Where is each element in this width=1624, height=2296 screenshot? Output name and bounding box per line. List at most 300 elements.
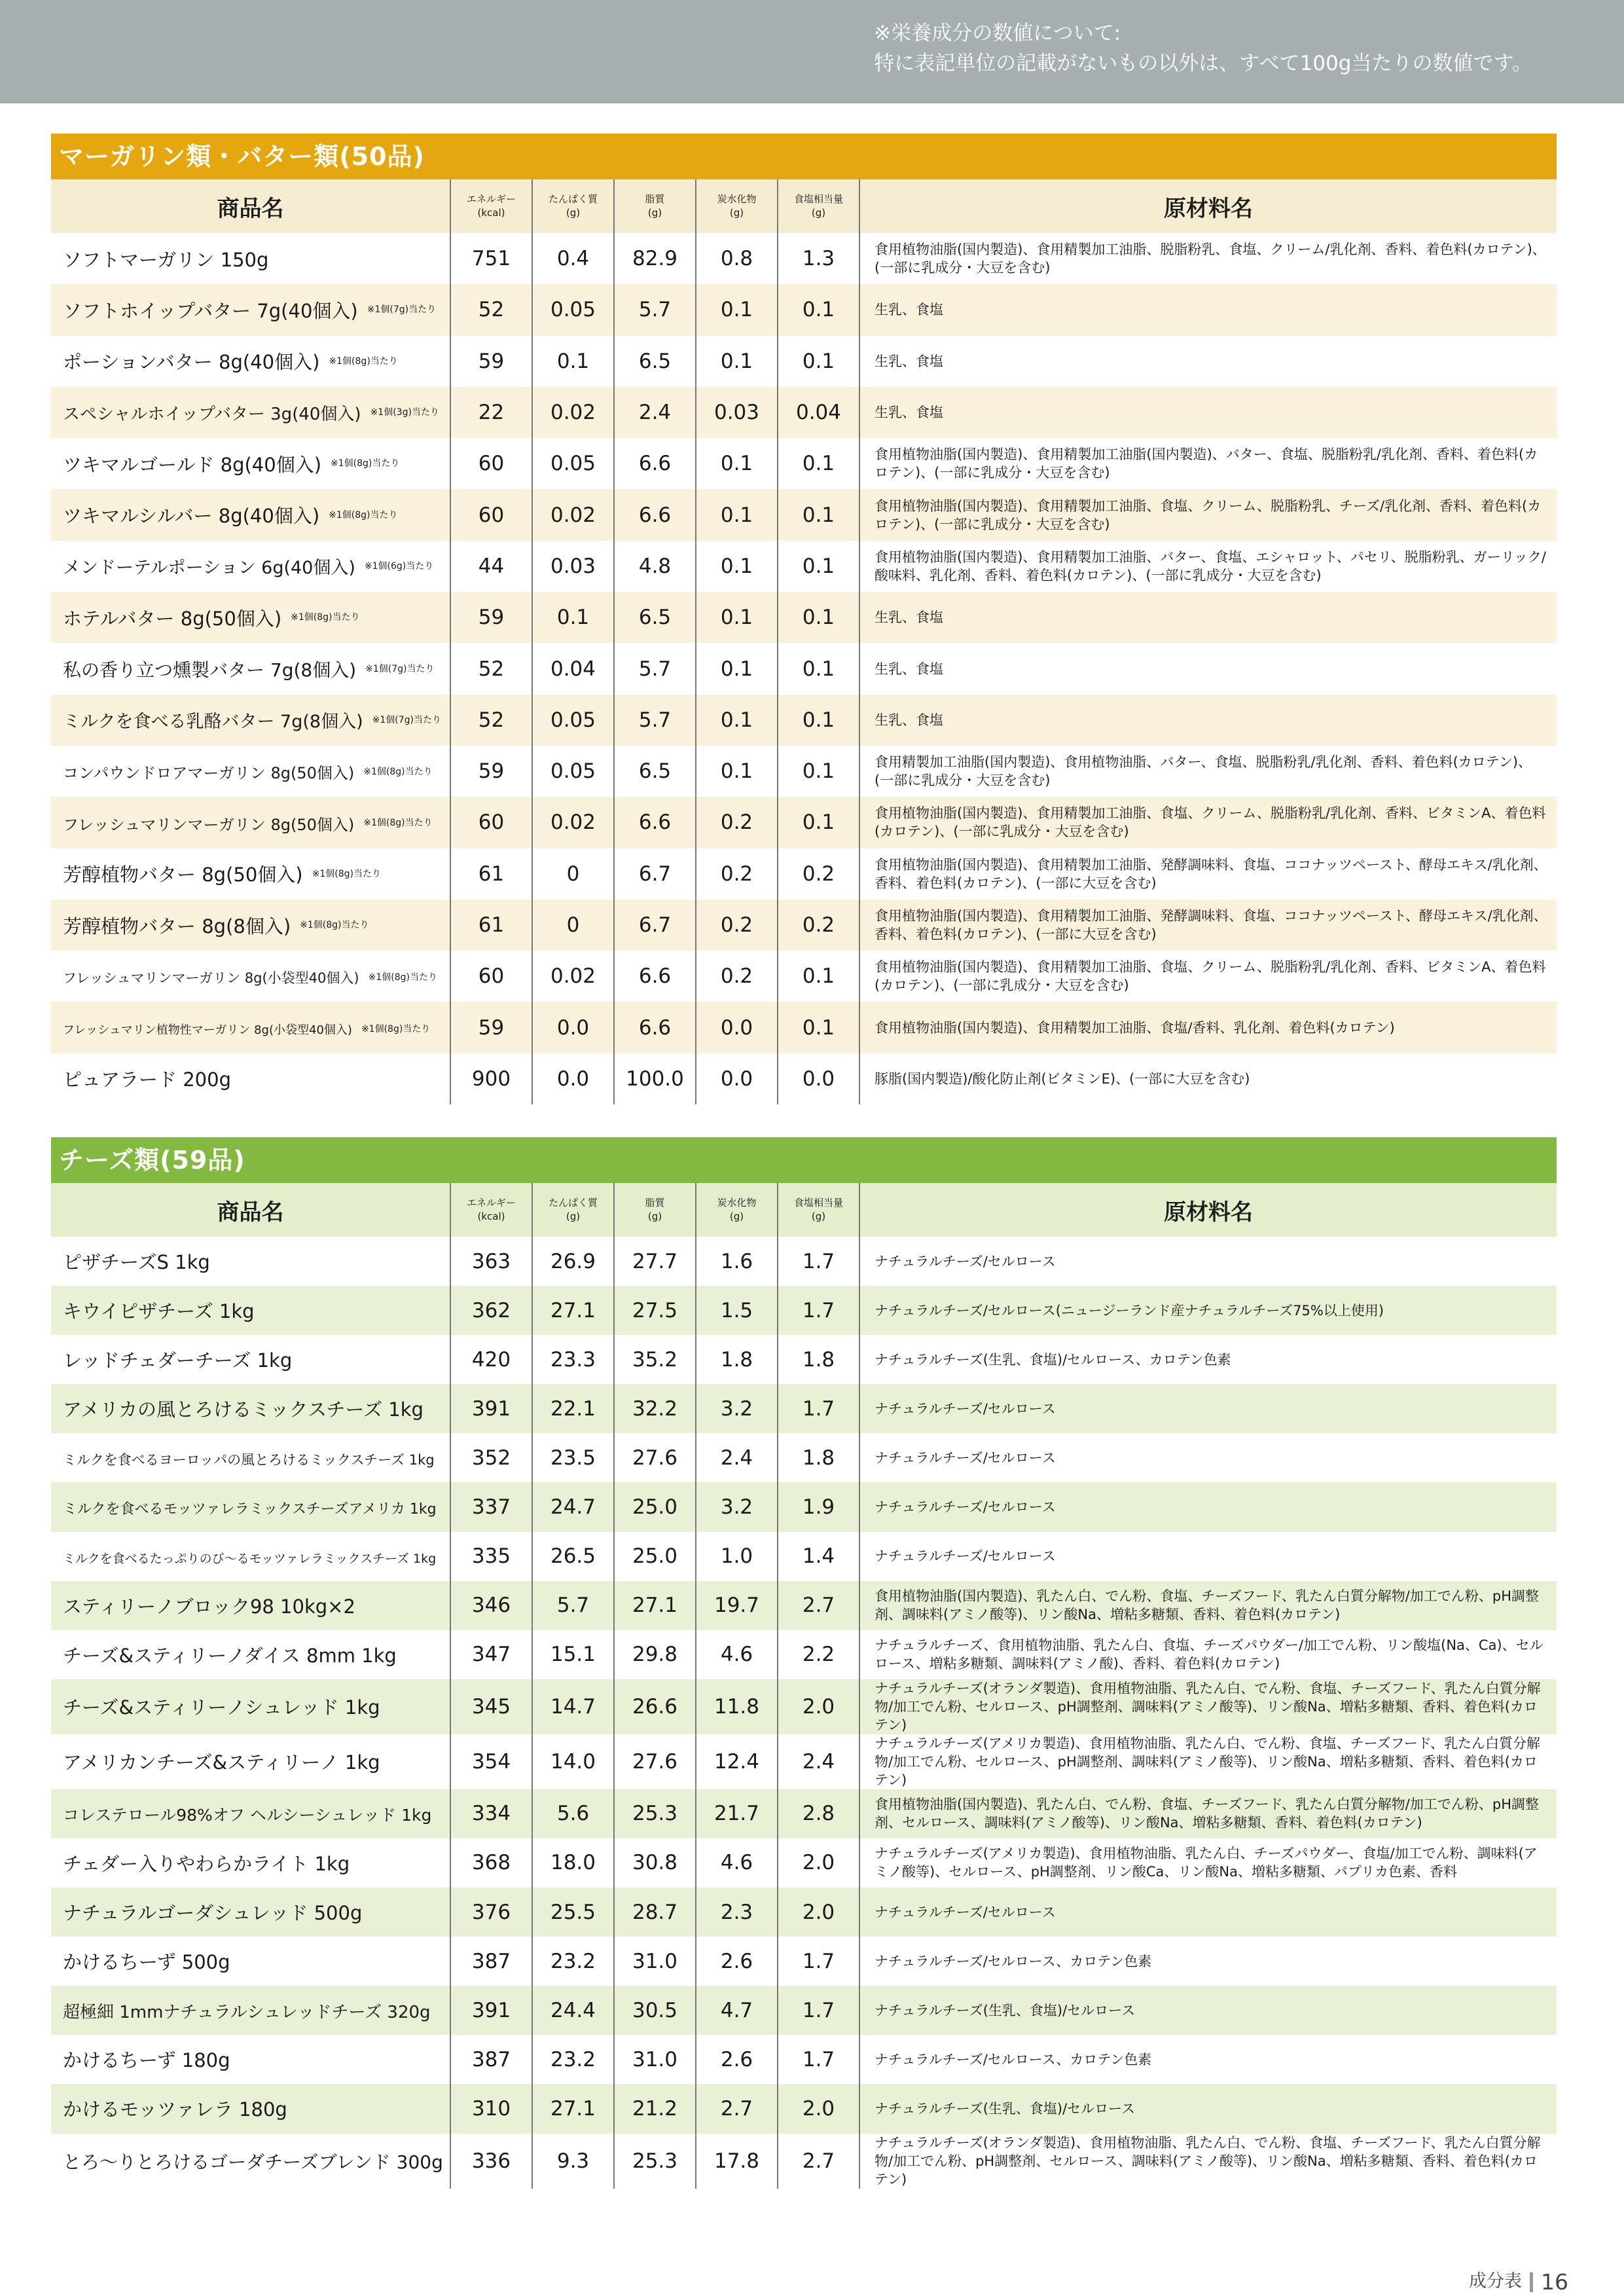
nutrition-note: [874, 18, 1532, 79]
table-row: [51, 1789, 1557, 1838]
product-name-cell: [51, 1053, 450, 1104]
product-name: とろ〜りとろけるゴーダチーズブレンド 300g: [63, 2151, 443, 2173]
protein-value: 0.05: [532, 746, 614, 797]
fat-value: 6.6: [614, 489, 696, 540]
fat-value: 6.6: [614, 951, 696, 1002]
table-row: [51, 951, 1557, 1002]
per-piece-note: ※1個(8g)当たり: [329, 509, 398, 520]
salt-value: 2.7: [778, 1581, 859, 1630]
fat-value: 6.5: [614, 746, 696, 797]
fat-value: 6.7: [614, 848, 696, 900]
fat-value: 27.6: [614, 1433, 696, 1482]
table-row: [51, 489, 1557, 540]
product-name-cell: [51, 438, 450, 489]
table-row: [51, 1335, 1557, 1384]
product-name-cell: [51, 1789, 450, 1838]
materials-text: 食用植物油脂(国内製造)、食用精製加工油脂、食塩/香料、乳化剤、着色料(カロテン): [859, 1002, 1557, 1053]
energy-value: 52: [450, 695, 532, 746]
col-header-materials: 原材料名: [859, 179, 1557, 233]
energy-value: 391: [450, 1384, 532, 1433]
product-name: 超極細 1mmナチュラルシュレッドチーズ 320g: [63, 2002, 431, 2022]
table-row: [51, 1053, 1557, 1104]
per-piece-note: ※1個(7g)当たり: [367, 304, 437, 316]
product-name-cell: [51, 284, 450, 335]
carbs-value: 0.0: [696, 1053, 778, 1104]
fat-value: 6.6: [614, 797, 696, 848]
materials-text: 食用植物油脂(国内製造)、食用精製加工油脂(国内製造)、バター、食塩、脱脂粉乳/乳化剤、香料、着色料(カロテン)、(一部に乳成分・大豆を含む): [875, 446, 1538, 481]
protein-value: 15.1: [532, 1630, 614, 1679]
product-name: ソフトマーガリン 150g: [63, 248, 269, 271]
materials-text: ナチュラルチーズ/セルロース(ニュージーランド産ナチュラルチーズ75%以上使用): [859, 1286, 1557, 1335]
salt-value: 2.7: [778, 2134, 859, 2189]
salt-value: 2.0: [778, 1838, 859, 1887]
table-row: [51, 746, 1557, 797]
energy-value: 52: [450, 284, 532, 335]
fat-value: 26.6: [614, 1679, 696, 1734]
product-name-cell: [51, 2084, 450, 2133]
margarine-section-title: マーガリン類・バター類(50品): [51, 134, 1557, 179]
salt-value: 0.1: [778, 336, 859, 387]
carbs-value: 0.8: [696, 233, 778, 284]
carbs-value: 1.0: [696, 1532, 778, 1581]
fat-value: 30.5: [614, 1986, 696, 2035]
salt-value: 1.7: [778, 1986, 859, 2035]
protein-value: 24.7: [532, 1482, 614, 1531]
materials-text: 生乳、食塩: [859, 284, 1557, 335]
materials-text: 生乳、食塩: [875, 353, 943, 369]
product-name: フレッシュマリンマーガリン 8g(50個入): [63, 815, 355, 834]
salt-value: 0.04: [778, 387, 859, 438]
protein-value: 0: [532, 900, 614, 951]
salt-value: 0.1: [778, 541, 859, 592]
per-piece-note: ※1個(8g)当たり: [291, 612, 360, 623]
table-row: [51, 1937, 1557, 1986]
carbs-value: 4.6: [696, 1838, 778, 1887]
salt-value: 0.1: [778, 489, 859, 540]
col-header-name: 商品名: [51, 1183, 450, 1237]
product-name-cell: [51, 848, 450, 900]
materials-text: ナチュラルチーズ/セルロース、カロテン色素: [875, 2051, 1152, 2068]
fat-value: 5.7: [614, 695, 696, 746]
materials-text: ナチュラルチーズ(生乳、食塩)/セルロース: [859, 2084, 1557, 2133]
salt-value: 0.1: [778, 951, 859, 1002]
fat-value: 6.5: [614, 592, 696, 643]
cheese-header-row: [51, 1183, 1557, 1237]
table-row: [51, 592, 1557, 643]
salt-value: 2.8: [778, 1789, 859, 1838]
product-name-cell: [51, 1734, 450, 1789]
carbs-value: 0.1: [696, 284, 778, 335]
energy-value: 345: [450, 1679, 532, 1734]
carbs-value: 1.6: [696, 1237, 778, 1286]
salt-value: 2.0: [778, 1887, 859, 1937]
page-footer: [1469, 2267, 1568, 2295]
fat-value: 2.4: [614, 387, 696, 438]
table-row: [51, 2084, 1557, 2133]
carbs-value: 2.7: [696, 2084, 778, 2133]
product-name-cell: [51, 1838, 450, 1887]
protein-value: 0.05: [532, 695, 614, 746]
per-piece-note: ※1個(8g)当たり: [363, 766, 433, 777]
salt-value: 0.1: [778, 592, 859, 643]
salt-value: 1.7: [778, 1937, 859, 1986]
fat-value: 27.5: [614, 1286, 696, 1335]
product-name-cell: [51, 1433, 450, 1482]
carbs-value: 17.8: [696, 2134, 778, 2189]
materials-text: ナチュラルチーズ/セルロース: [859, 1384, 1557, 1433]
per-piece-note: ※1個(8g)当たり: [312, 868, 381, 879]
energy-value: 387: [450, 1937, 532, 1986]
materials-text: ナチュラルチーズ/セルロース: [875, 1548, 1056, 1565]
table-row: [51, 1986, 1557, 2035]
protein-value: 0.0: [532, 1053, 614, 1104]
salt-value: 0.1: [778, 746, 859, 797]
energy-value: 387: [450, 2035, 532, 2084]
carbs-value: 0.1: [696, 438, 778, 489]
carbs-value: 11.8: [696, 1679, 778, 1734]
product-name-cell: [51, 695, 450, 746]
per-piece-note: ※1個(8g)当たり: [363, 818, 433, 829]
fat-value: 32.2: [614, 1384, 696, 1433]
product-name-cell: [51, 541, 450, 592]
per-piece-note: ※1個(7g)当たり: [372, 714, 441, 725]
carbs-value: 0.0: [696, 1002, 778, 1053]
product-name-cell: [51, 1532, 450, 1581]
fat-value: 25.3: [614, 1789, 696, 1838]
top-band: [0, 0, 1624, 103]
energy-value: 60: [450, 951, 532, 1002]
protein-value: 0.0: [532, 1002, 614, 1053]
fat-value: 31.0: [614, 2035, 696, 2084]
product-name-cell: [51, 2035, 450, 2084]
product-name: 芳醇植物バター 8g(50個入): [63, 864, 303, 886]
product-name-cell: [51, 1581, 450, 1630]
protein-value: 0.02: [532, 489, 614, 540]
per-piece-note: ※1個(8g)当たり: [368, 972, 437, 983]
table-row: [51, 1286, 1557, 1335]
col-header-fat: 脂質 (g): [614, 1183, 696, 1237]
product-name: 私の香り立つ燻製バター 7g(8個入): [63, 659, 357, 681]
carbs-value: 3.2: [696, 1384, 778, 1433]
carbs-value: 0.1: [696, 489, 778, 540]
fat-value: 6.6: [614, 1002, 696, 1053]
product-name-cell: [51, 592, 450, 643]
fat-value: 5.7: [614, 284, 696, 335]
materials-text: 食用植物油脂(国内製造)、食用精製加工油脂、発酵調味料、食塩、ココナッツペースト、酵母エキス/乳化剤、香料、着色料(カロテン)、(一部に大豆を含む): [875, 856, 1547, 891]
table-row: [51, 1482, 1557, 1531]
product-name: チェダー入りやわらかライト 1kg: [63, 1852, 350, 1875]
salt-value: 1.8: [778, 1433, 859, 1482]
protein-value: 0.02: [532, 951, 614, 1002]
product-name: チーズ&スティリーノダイス 8mm 1kg: [63, 1644, 397, 1667]
fat-value: 35.2: [614, 1335, 696, 1384]
carbs-value: 0.1: [696, 592, 778, 643]
col-header-salt: 食塩相当量 (g): [778, 179, 859, 233]
table-row: [51, 336, 1557, 387]
energy-value: 354: [450, 1734, 532, 1789]
product-name: フレッシュマリンマーガリン 8g(小袋型40個入): [63, 970, 359, 987]
energy-value: 362: [450, 1286, 532, 1335]
table-row: [51, 1679, 1557, 1734]
col-header-energy: エネルギー (kcal): [450, 179, 532, 233]
table-row: [51, 643, 1557, 694]
per-piece-note: ※1個(3g)当たり: [370, 407, 439, 418]
protein-value: 0.05: [532, 438, 614, 489]
salt-value: 0.2: [778, 900, 859, 951]
product-name-cell: [51, 643, 450, 694]
protein-value: 23.5: [532, 1433, 614, 1482]
salt-value: 1.4: [778, 1532, 859, 1581]
product-name: ピザチーズS 1kg: [63, 1251, 210, 1274]
salt-value: 0.1: [778, 643, 859, 694]
table-row: [51, 1887, 1557, 1937]
per-piece-note: ※1個(7g)当たり: [365, 663, 435, 674]
energy-value: 347: [450, 1630, 532, 1679]
carbs-value: 21.7: [696, 1789, 778, 1838]
energy-value: 59: [450, 592, 532, 643]
energy-value: 336: [450, 2134, 532, 2189]
table-row: [51, 1581, 1557, 1630]
per-piece-note: ※1個(8g)当たり: [331, 458, 400, 469]
product-name: アメリカの風とろけるミックスチーズ 1kg: [63, 1398, 424, 1421]
fat-value: 31.0: [614, 1937, 696, 1986]
materials-text: ナチュラルチーズ/セルロース: [859, 1482, 1557, 1531]
product-name: ミルクを食べるモッツァレラミックスチーズアメリカ 1kg: [63, 1501, 437, 1518]
product-name: キウイピザチーズ 1kg: [63, 1300, 255, 1323]
cheese-table: [51, 1183, 1557, 2189]
protein-value: 5.6: [532, 1789, 614, 1838]
carbs-value: 0.2: [696, 951, 778, 1002]
carbs-value: 2.4: [696, 1433, 778, 1482]
protein-value: 18.0: [532, 1838, 614, 1887]
materials-text: ナチュラルチーズ(生乳、食塩)/セルロース、カロテン色素: [875, 1351, 1231, 1368]
materials-text: ナチュラルチーズ(オランダ製造)、食用植物油脂、乳たん白、でん粉、食塩、チーズフード、乳たん白質分解物/加工でん粉、pH調整剤、セルロース、調味料(アミノ酸等)、リン酸Na、増粘多糖類、香料、着色料(カロテン): [875, 2134, 1541, 2187]
salt-value: 1.7: [778, 1286, 859, 1335]
fat-value: 29.8: [614, 1630, 696, 1679]
fat-value: 25.0: [614, 1482, 696, 1531]
carbs-value: 1.8: [696, 1335, 778, 1384]
materials-text: 生乳、食塩: [875, 661, 943, 677]
energy-value: 59: [450, 1002, 532, 1053]
product-name-cell: [51, 1482, 450, 1531]
product-name: ポーションバター 8g(40個入): [63, 351, 320, 374]
materials-text: 食用植物油脂(国内製造)、食用精製加工油脂、バター、食塩、エシャロット、パセリ、脱脂粉乳、ガーリック/酸味料、乳化剤、香料、着色料(カロテン)、(一部に乳成分・大豆を含む): [875, 549, 1546, 583]
salt-value: 2.0: [778, 2084, 859, 2133]
salt-value: 1.7: [778, 2035, 859, 2084]
product-name-cell: [51, 900, 450, 951]
protein-value: 23.2: [532, 1937, 614, 1986]
protein-value: 26.9: [532, 1237, 614, 1286]
salt-value: 0.0: [778, 1053, 859, 1104]
cheese-section: [51, 1137, 1557, 2189]
product-name-cell: [51, 1237, 450, 1286]
materials-text: 食用精製加工油脂(国内製造)、食用植物油脂、バター、食塩、脱脂粉乳/乳化剤、香料、着色料(カロテン)、(一部に乳成分・大豆を含む): [875, 754, 1532, 789]
table-row: [51, 1630, 1557, 1679]
energy-value: 60: [450, 489, 532, 540]
materials-text: ナチュラルチーズ/セルロース: [875, 1449, 1056, 1466]
table-row: [51, 541, 1557, 592]
energy-value: 60: [450, 438, 532, 489]
fat-value: 30.8: [614, 1838, 696, 1887]
product-name-cell: [51, 336, 450, 387]
per-piece-note: ※1個(6g)当たり: [364, 560, 434, 572]
table-row: [51, 438, 1557, 489]
materials-text: 生乳、食塩: [859, 592, 1557, 643]
table-row: [51, 1237, 1557, 1286]
table-row: [51, 1734, 1557, 1789]
carbs-value: 2.3: [696, 1887, 778, 1937]
energy-value: 60: [450, 797, 532, 848]
protein-value: 0: [532, 848, 614, 900]
energy-value: 337: [450, 1482, 532, 1531]
materials-text: ナチュラルチーズ(生乳、食塩)/セルロース: [859, 1986, 1557, 2035]
fat-value: 25.0: [614, 1532, 696, 1581]
product-name-cell: [51, 1887, 450, 1937]
product-name: ミルクを食べるヨーロッパの風とろけるミックスチーズ 1kg: [63, 1451, 435, 1468]
protein-value: 9.3: [532, 2134, 614, 2189]
protein-value: 26.5: [532, 1532, 614, 1581]
fat-value: 5.7: [614, 643, 696, 694]
protein-value: 23.3: [532, 1335, 614, 1384]
carbs-value: 12.4: [696, 1734, 778, 1789]
protein-value: 14.7: [532, 1679, 614, 1734]
margarine-table: [51, 179, 1557, 1104]
protein-value: 0.03: [532, 541, 614, 592]
product-name-cell: [51, 1986, 450, 2035]
materials-text: ナチュラルチーズ(アメリカ製造)、食用植物油脂、乳たん白、でん粉、食塩、チーズフード、乳たん白質分解物/加工でん粉、セルロース、pH調整剤、調味料(アミノ酸等)、リン酸Na、増粘多糖類、香料、着色料(カロテン): [875, 1735, 1541, 1788]
product-name: チーズ&スティリーノシュレッド 1kg: [63, 1696, 380, 1719]
product-name: ツキマルゴールド 8g(40個入): [63, 453, 322, 476]
materials-text: ナチュラルチーズ/セルロース: [859, 1887, 1557, 1937]
product-name-cell: [51, 746, 450, 797]
materials-text: 生乳、食塩: [859, 387, 1557, 438]
energy-value: 751: [450, 233, 532, 284]
materials-text: ナチュラルチーズ(オランダ製造)、食用植物油脂、乳たん白、でん粉、食塩、チーズフード、乳たん白質分解物/加工でん粉、セルロース、pH調整剤、調味料(アミノ酸等)、リン酸Na、増粘多糖類、香料、着色料(カロテン): [859, 1679, 1557, 1734]
fat-value: 27.6: [614, 1734, 696, 1789]
table-row: [51, 1384, 1557, 1433]
fat-value: 6.7: [614, 900, 696, 951]
materials-text: ナチュラルチーズ/セルロース: [875, 1253, 1056, 1269]
col-header-salt: 食塩相当量 (g): [778, 1183, 859, 1237]
product-name-cell: [51, 1335, 450, 1384]
salt-value: 0.1: [778, 1002, 859, 1053]
product-name-cell: [51, 1937, 450, 1986]
salt-value: 0.1: [778, 695, 859, 746]
table-row: [51, 2134, 1557, 2189]
product-name: スティリーノブロック98 10kg×2: [63, 1595, 355, 1618]
salt-value: 1.7: [778, 1237, 859, 1286]
energy-value: 334: [450, 1789, 532, 1838]
protein-value: 0.4: [532, 233, 614, 284]
carbs-value: 2.6: [696, 2035, 778, 2084]
salt-value: 1.9: [778, 1482, 859, 1531]
materials-text: 食用植物油脂(国内製造)、食用精製加工油脂、食塩、クリーム、脱脂粉乳/乳化剤、香料、ビタミンA、着色料(カロテン)、(一部に乳成分・大豆を含む): [859, 797, 1557, 848]
product-name: ホテルバター 8g(50個入): [63, 607, 282, 630]
energy-value: 420: [450, 1335, 532, 1384]
carbs-value: 2.6: [696, 1937, 778, 1986]
fat-value: 6.5: [614, 336, 696, 387]
carbs-value: 0.2: [696, 848, 778, 900]
protein-value: 0.02: [532, 797, 614, 848]
product-name: ソフトホイップバター 7g(40個入): [63, 299, 358, 322]
energy-value: 352: [450, 1433, 532, 1482]
product-name: フレッシュマリン植物性マーガリン 8g(小袋型40個入): [63, 1023, 352, 1037]
page-number: 16: [1541, 2269, 1568, 2295]
salt-value: 0.1: [778, 797, 859, 848]
table-row: [51, 1002, 1557, 1053]
energy-value: 61: [450, 900, 532, 951]
product-name-cell: [51, 1286, 450, 1335]
fat-value: 21.2: [614, 2084, 696, 2133]
product-name-cell: [51, 387, 450, 438]
salt-value: 0.2: [778, 848, 859, 900]
carbs-value: 0.1: [696, 643, 778, 694]
product-name: ツキマルシルバー 8g(40個入): [63, 505, 320, 528]
carbs-value: 0.03: [696, 387, 778, 438]
energy-value: 346: [450, 1581, 532, 1630]
carbs-value: 0.2: [696, 900, 778, 951]
protein-value: 27.1: [532, 1286, 614, 1335]
product-name-cell: [51, 797, 450, 848]
product-name: ミルクを食べる乳酪バター 7g(8個入): [63, 712, 363, 733]
carbs-value: 3.2: [696, 1482, 778, 1531]
product-name: ピュアラード 200g: [63, 1068, 231, 1091]
materials-text: 食用植物油脂(国内製造)、乳たん白、でん粉、食塩、チーズフード、乳たん白質分解物/加工でん粉、pH調整剤、セルロース、調味料(アミノ酸等)、リン酸Na、増粘多糖類、香料、着色料(カロテン): [859, 1789, 1557, 1838]
salt-value: 1.3: [778, 233, 859, 284]
energy-value: 59: [450, 746, 532, 797]
protein-value: 0.02: [532, 387, 614, 438]
carbs-value: 0.1: [696, 746, 778, 797]
protein-value: 5.7: [532, 1581, 614, 1630]
energy-value: 61: [450, 848, 532, 900]
protein-value: 24.4: [532, 1986, 614, 2035]
per-piece-note: ※1個(8g)当たり: [361, 1023, 431, 1034]
nutrition-note-line1: ※栄養成分の数値について:: [874, 22, 1121, 45]
table-row: [51, 284, 1557, 335]
footer-divider: [1530, 2272, 1533, 2292]
fat-value: 27.7: [614, 1237, 696, 1286]
energy-value: 335: [450, 1532, 532, 1581]
col-header-name: 商品名: [51, 179, 450, 233]
product-name-cell: [51, 233, 450, 284]
protein-value: 27.1: [532, 2084, 614, 2133]
nutrition-note-line2: 特に表記単位の記載がないもの以外は、すべて100g当たりの数値です。: [874, 52, 1532, 75]
carbs-value: 0.1: [696, 695, 778, 746]
fat-value: 25.3: [614, 2134, 696, 2189]
table-row: [51, 1433, 1557, 1482]
product-name: メンドーテルポーション 6g(40個入): [63, 558, 355, 579]
protein-value: 0.05: [532, 284, 614, 335]
cheese-table-body: [51, 1237, 1557, 2189]
col-header-fat: 脂質 (g): [614, 179, 696, 233]
protein-value: 0.04: [532, 643, 614, 694]
materials-text: 食用植物油脂(国内製造)、食用精製加工油脂、脱脂粉乳、食塩、クリーム/乳化剤、香料、着色料(カロテン)、(一部に乳成分・大豆を含む): [875, 242, 1546, 276]
product-name-cell: [51, 1002, 450, 1053]
energy-value: 391: [450, 1986, 532, 2035]
col-header-protein: たんぱく質 (g): [532, 1183, 614, 1237]
carbs-value: 0.1: [696, 336, 778, 387]
table-row: [51, 1532, 1557, 1581]
materials-text: ナチュラルチーズ、食用植物油脂、乳たん白、食塩、チーズパウダー/加工でん粉、リン酸塩(Na、Ca)、セルロース、増粘多糖類、調味料(アミノ酸)、香料、着色料(カロテン): [875, 1637, 1543, 1672]
margarine-section: [51, 134, 1557, 1104]
col-header-carbs: 炭水化物 (g): [696, 1183, 778, 1237]
product-name: かけるちーず 180g: [63, 2049, 230, 2072]
energy-value: 368: [450, 1838, 532, 1887]
carbs-value: 0.2: [696, 797, 778, 848]
energy-value: 376: [450, 1887, 532, 1937]
energy-value: 22: [450, 387, 532, 438]
per-piece-note: ※1個(8g)当たり: [329, 355, 398, 367]
